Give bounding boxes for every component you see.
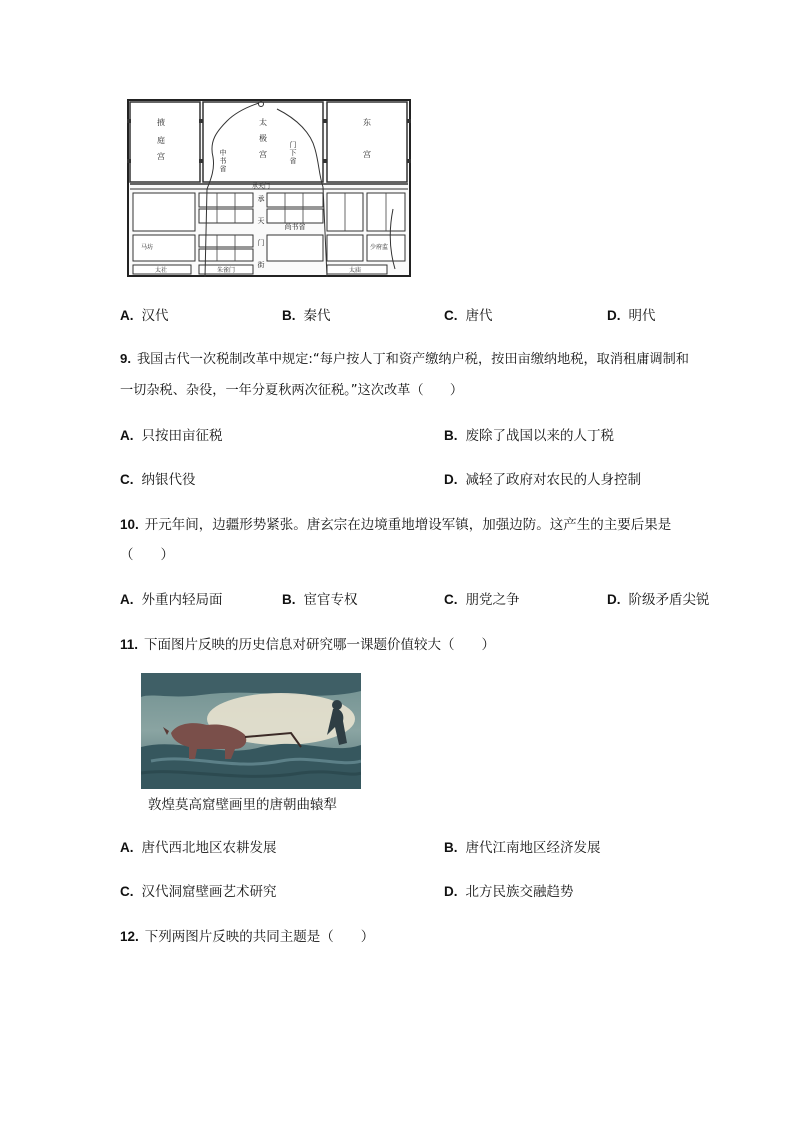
label-street-1: 承 — [257, 195, 265, 203]
q8-option-b: B. 秦代 — [282, 308, 331, 324]
mural-caption: 敦煌莫高窟壁画里的唐朝曲辕犁 — [148, 797, 337, 813]
q11-option-c: C. 汉代洞窟壁画艺术研究 — [120, 884, 277, 900]
label-center-palace-2: 极 — [259, 134, 267, 143]
q10-stem-line2: （ ） — [120, 547, 174, 563]
label-left-bottom: 太社 — [154, 267, 168, 274]
label-gate-top: 承天门 — [251, 183, 271, 190]
q10-option-d: D. 阶级矛盾尖锐 — [607, 592, 710, 608]
label-zhongshu-2: 书 — [219, 157, 227, 165]
label-left-palace-2: 庭 — [157, 136, 165, 145]
label-small-right: 少府监 — [369, 244, 389, 251]
label-street-3: 门 — [257, 239, 265, 247]
label-right-palace-1: 东 — [363, 118, 371, 127]
label-center-palace-1: 太 — [259, 118, 267, 127]
q12-stem-line1: 12. 下列两图片反映的共同主题是（ ） — [120, 929, 375, 945]
label-menxia-1: 门 — [289, 141, 297, 149]
q8-option-d: D. 明代 — [607, 308, 656, 324]
q11-option-a: A. 唐代西北地区农耕发展 — [120, 840, 277, 856]
q11-option-b: B. 唐代江南地区经济发展 — [444, 840, 601, 856]
label-street-4: 街 — [257, 261, 265, 269]
q8-option-a: A. 汉代 — [120, 308, 169, 324]
q9-option-b: B. 废除了战国以来的人丁税 — [444, 428, 614, 444]
label-menxia-3: 省 — [289, 157, 297, 165]
q9-stem-line2: 一切杂税、杂役，一年分夏秋两次征税。”这次改革（ ） — [120, 383, 464, 398]
label-menxia-2: 下 — [289, 149, 297, 157]
q9-stem-line1: 9. 我国古代一次税制改革中规定:“每户按人丁和资产缴纳户税，按田亩缴纳地税，取消租庸调制和 — [120, 351, 689, 367]
label-right-palace-2: 宫 — [363, 150, 371, 159]
label-street-2: 天 — [257, 217, 265, 225]
mural-plough-image — [141, 673, 361, 789]
label-center-palace-3: 宫 — [259, 150, 267, 159]
q10-option-c: C. 朋党之争 — [444, 592, 520, 608]
q8-option-c: C. 唐代 — [444, 308, 493, 324]
label-shangshu: 尚书省 — [284, 223, 306, 231]
q9-option-a: A. 只按田亩征税 — [120, 428, 223, 444]
q10-option-b: B. 宦官专权 — [282, 592, 358, 608]
palace-map-figure — [127, 99, 411, 277]
label-bottom-mid: 朱雀门 — [216, 267, 236, 274]
q9-option-c: C. 纳银代役 — [120, 472, 196, 488]
label-small-left: 马坊 — [140, 244, 154, 251]
label-zhongshu-3: 省 — [219, 165, 227, 173]
label-left-palace-1: 掖 — [157, 118, 165, 127]
q9-option-d: D. 减轻了政府对农民的人身控制 — [444, 472, 641, 488]
q11-stem-line1: 11. 下面图片反映的历史信息对研究哪一课题价值较大（ ） — [120, 637, 496, 653]
label-zhongshu-1: 中 — [219, 149, 227, 157]
q10-option-a: A. 外重内轻局面 — [120, 592, 223, 608]
label-right-bottom: 太庙 — [348, 267, 362, 274]
q10-stem-line1: 10. 开元年间，边疆形势紧张。唐玄宗在边境重地增设军镇，加强边防。这产生的主要后果是 — [120, 517, 672, 533]
label-left-palace-3: 宫 — [157, 152, 165, 161]
q11-option-d: D. 北方民族交融趋势 — [444, 884, 574, 900]
